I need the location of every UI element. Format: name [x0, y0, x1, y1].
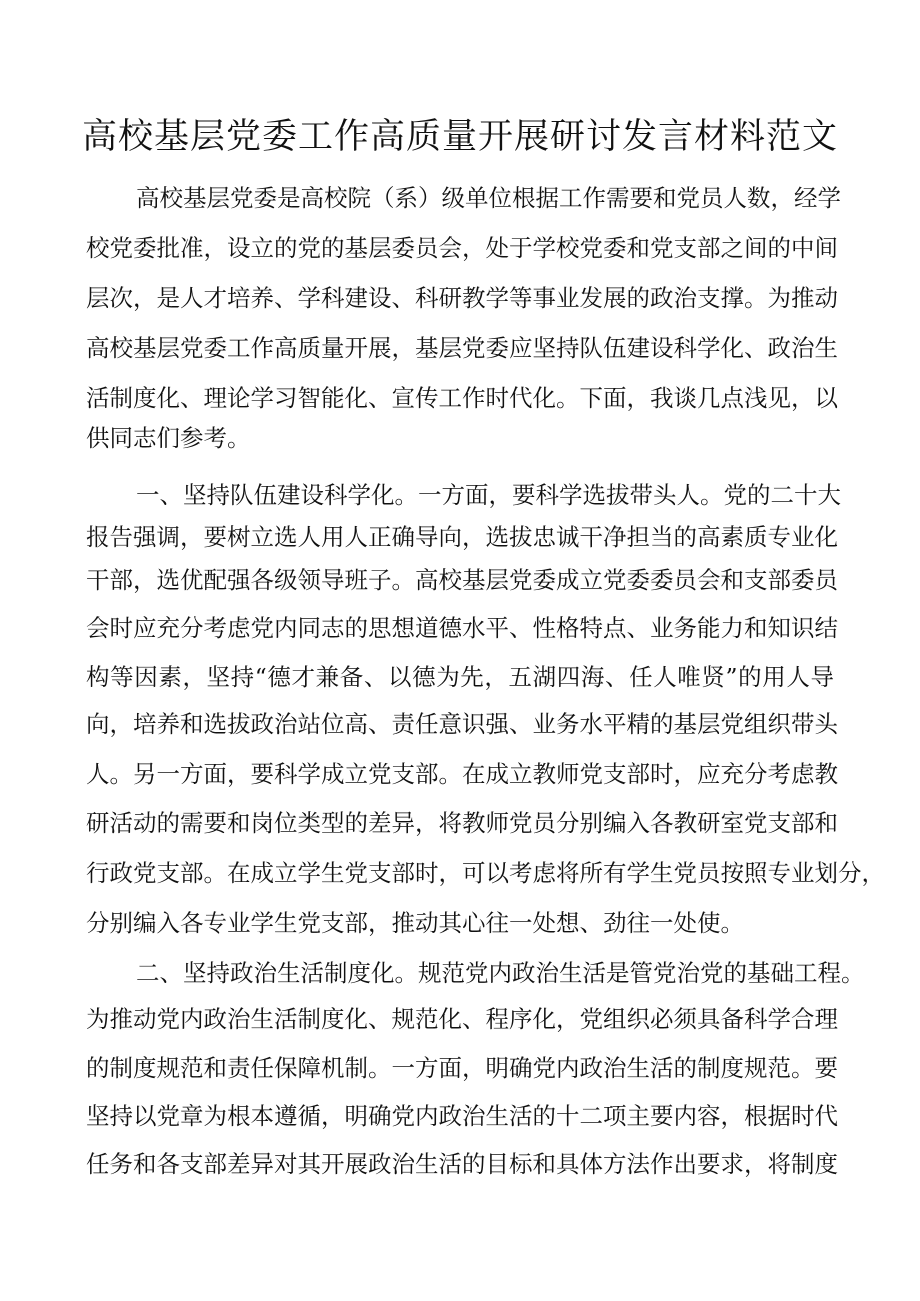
paragraph-2-line-9: 行政党支部。在成立学生党支部时，可以考虑将所有学生党员按照专业划分，	[86, 859, 885, 887]
paragraph-2-line-8: 研活动的需要和岗位类型的差异，将教师党员分别编入各教研室党支部和	[86, 809, 838, 837]
paragraph-3-line-5: 任务和各支部差异对其开展政治生活的目标和具体方法作出要求，将制度	[86, 1150, 838, 1178]
paragraph-2-line-5: 构等因素，坚持“德才兼备、以德为先，五湖四海、任人唯贤”的用人导	[86, 663, 834, 691]
paragraph-1-line-4: 高校基层党委工作高质量开展，基层党委应坚持队伍建设科学化、政治生	[86, 334, 838, 362]
paragraph-1-line-1: 高校基层党委是高校院（系）级单位根据工作需要和党员人数，经学	[136, 184, 841, 212]
paragraph-1-line-3: 层次，是人才培养、学科建设、科研教学等事业发展的政治支撑。为推动	[86, 284, 838, 312]
paragraph-1-line-2: 校党委批准，设立的党的基层委员会，处于学校党委和党支部之间的中间	[86, 234, 838, 262]
paragraph-3-line-1: 二、坚持政治生活制度化。规范党内政治生活是管党治党的基础工程。	[136, 959, 865, 987]
paragraph-1-line-5: 活制度化、理论学习智能化、宣传工作时代化。下面，我谈几点浅见，以	[86, 384, 838, 412]
document-title: 高校基层党委工作高质量开展研讨发言材料范文	[81, 117, 838, 157]
paragraph-1-line-6: 供同志们参考。	[86, 424, 251, 452]
paragraph-2-line-1: 一、坚持队伍建设科学化。一方面，要科学选拔带头人。党的二十大	[136, 481, 841, 509]
paragraph-3-line-4: 坚持以党章为根本遵循，明确党内政治生活的十二项主要内容，根据时代	[86, 1102, 838, 1130]
paragraph-3-line-2: 为推动党内政治生活制度化、规范化、程序化，党组织必须具备科学合理	[86, 1005, 838, 1033]
paragraph-2-line-7: 人。另一方面，要科学成立党支部。在成立教师党支部时，应充分考虑教	[86, 760, 838, 788]
paragraph-3-line-3: 的制度规范和责任保障机制。一方面，明确党内政治生活的制度规范。要	[86, 1054, 838, 1082]
paragraph-2-line-4: 会时应充分考虑党内同志的思想道德水平、性格特点、业务能力和知识结	[86, 614, 838, 642]
paragraph-2-line-2: 报告强调，要树立选人用人正确导向，选拔忠诚干净担当的高素质专业化	[86, 523, 838, 551]
paragraph-2-line-3: 干部，选优配强各级领导班子。高校基层党委成立党委委员会和支部委员	[86, 566, 838, 594]
paragraph-2-line-6: 向，培养和选拔政治站位高、责任意识强、业务水平精的基层党组织带头	[86, 710, 838, 738]
paragraph-2-line-10: 分别编入各专业学生党支部，推动其心往一处想、劲往一处使。	[86, 909, 744, 937]
